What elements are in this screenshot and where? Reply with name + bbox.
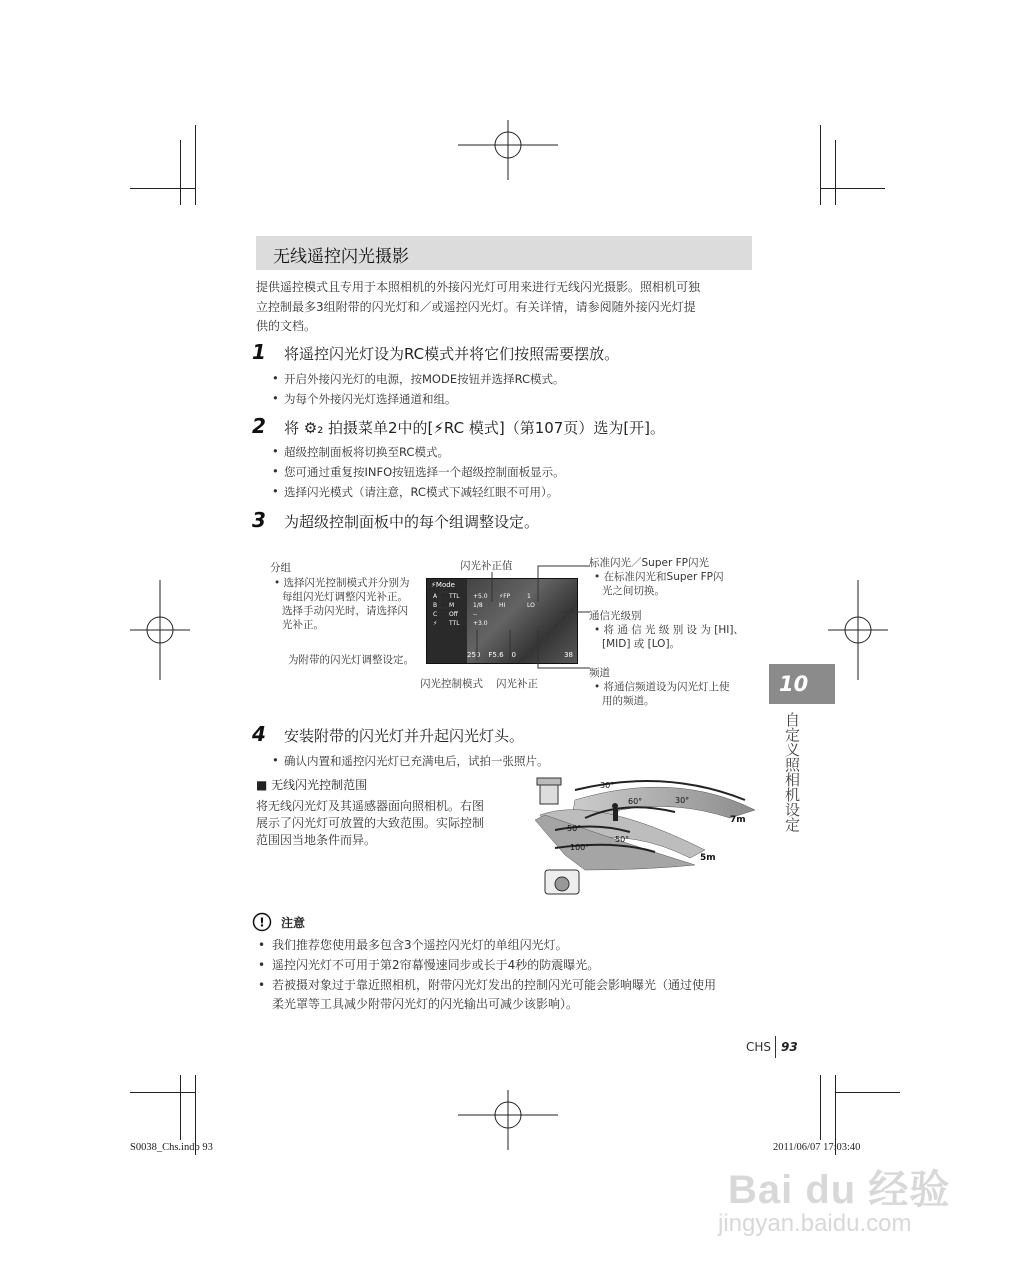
cell: HI xyxy=(499,602,506,609)
watermark-logo: Bai du 经验 xyxy=(728,1168,951,1212)
page-separator xyxy=(775,1036,776,1058)
angle-label: 60° xyxy=(628,797,643,806)
footer-date: 2011/06/07 17:03:40 xyxy=(773,1142,861,1153)
channel-desc xyxy=(594,680,730,708)
chapter-number: 10 xyxy=(779,672,809,696)
angle-label: 30° xyxy=(600,781,615,790)
registration-target xyxy=(458,1090,558,1150)
distance-label: 5m xyxy=(700,853,716,863)
chapter-tab xyxy=(769,664,835,704)
note-item: • 若被摄对象过于靠近照相机，附带闪光灯发出的控制闪光可能会影响曝光（通过使用 xyxy=(272,976,757,995)
cell: ⚡ xyxy=(433,620,438,627)
desc-line: • 将通信频道设为闪光灯上使 xyxy=(594,681,730,693)
registration-target xyxy=(828,580,888,680)
crop-mark xyxy=(820,125,821,205)
cell: Off xyxy=(449,611,458,618)
flash-mode-label: 闪光控制模式 xyxy=(420,678,483,690)
desc-line: • 在标准闪光和Super FP闪 xyxy=(594,571,724,583)
step-bullet: • 开启外接闪光灯的电源，按MODE按钮并选择RC模式。 xyxy=(284,371,565,387)
page-lang: CHS xyxy=(746,1040,772,1054)
cell: +5.0 xyxy=(473,593,488,600)
shutter: 250 xyxy=(467,651,481,659)
step-text: 将遥控闪光灯设为RC模式并将它们按照需要摆放。 xyxy=(284,345,620,363)
registration-target xyxy=(458,120,558,180)
range-heading: ■ 无线闪光控制范围 xyxy=(256,778,368,792)
step-text: 将 ⚙₂ 拍摄菜单2中的[⚡RC 模式]（第107页）选为[开]。 xyxy=(284,419,666,437)
crop-mark xyxy=(835,140,836,205)
desc-line: 光之间切换。 xyxy=(602,585,665,597)
section-title: 无线遥控闪光摄影 xyxy=(273,247,409,267)
step-bullet: • 确认内置和遥控闪光灯已充满电后，试拍一张照片。 xyxy=(284,753,549,769)
cell: B xyxy=(433,602,438,609)
cell: 1 xyxy=(527,593,531,600)
intro-line: 立控制最多3组附带的闪光灯和／或遥控闪光灯。有关详情，请参阅随外接闪光灯提 xyxy=(256,299,696,314)
cell: TTL xyxy=(449,593,460,600)
step-bullet: • 您可通过重复按INFO按钮选择一个超级控制面板显示。 xyxy=(284,464,565,480)
note-item: • 我们推荐您使用最多包含3个遥控闪光灯的单组闪光灯。 xyxy=(272,936,757,955)
exposure: 0 xyxy=(511,651,517,659)
builtin-label: 为附带的闪光灯调整设定。 xyxy=(288,654,414,666)
note-title: 注意 xyxy=(281,916,306,930)
cell: ⚡FP xyxy=(499,593,511,600)
desc-line: 光补正。 xyxy=(282,619,324,631)
channel-title: 频道 xyxy=(589,667,610,679)
intro-paragraph xyxy=(256,278,756,337)
crop-mark xyxy=(180,1075,181,1140)
range-line: 展示了闪光灯可放置的大致范围。实际控制 xyxy=(256,816,485,830)
standard-desc xyxy=(594,570,724,598)
step-number: 3 xyxy=(252,508,266,532)
desc-line: 每组闪光灯调整闪光补正。 xyxy=(282,591,408,603)
step-bullet: • 选择闪光模式（请注意，RC模式下减轻红眼不可用）。 xyxy=(284,484,558,500)
desc-line: [MID] 或 [LO]。 xyxy=(602,638,681,650)
crop-mark xyxy=(130,188,195,189)
cell: 1/8 xyxy=(473,602,483,609)
step-number: 2 xyxy=(252,414,266,438)
note-continuation: 柔光罩等工具减少附带闪光灯的闪光输出可减少该影响）。 xyxy=(272,997,579,1011)
intro-line: 提供遥控模式且专用于本照相机的外接闪光灯可用来进行无线闪光摄影。照相机可独 xyxy=(256,280,701,294)
svg-text:!: ! xyxy=(259,915,265,930)
cell: A xyxy=(433,593,438,600)
screen-mode: ⚡Mode xyxy=(431,581,455,589)
flash-comp-label: 闪光补正 xyxy=(496,678,538,690)
page-number: 93 xyxy=(781,1040,798,1054)
cell: C xyxy=(433,611,438,618)
step-number: 1 xyxy=(252,340,266,364)
range-line: 将无线闪光灯及其遥感器面向照相机。右图 xyxy=(256,799,485,813)
crop-mark xyxy=(130,1092,195,1093)
group-desc xyxy=(274,576,434,632)
step-number: 4 xyxy=(252,722,266,746)
group-title: 分组 xyxy=(270,562,291,574)
cell: LO xyxy=(527,602,535,609)
chapter-title: 自定义照相机设定 xyxy=(783,712,801,832)
level-title: 通信光级别 xyxy=(589,610,642,622)
crop-mark xyxy=(195,125,196,205)
distance-label: 7m xyxy=(730,815,746,825)
cell: TTL xyxy=(449,620,460,627)
crop-mark xyxy=(180,140,181,205)
section-title-bar xyxy=(256,236,752,270)
standard-title: 标准闪光／Super FP闪光 xyxy=(589,557,709,569)
angle-label: 30° xyxy=(675,796,690,805)
angle-label: 50° xyxy=(615,835,630,844)
cell: M xyxy=(449,602,455,609)
shots: 38 xyxy=(564,651,573,659)
intro-line: 供的文档。 xyxy=(256,319,317,333)
note-item: • 遥控闪光灯不可用于第2帘幕慢速同步或长于4秒的防震曝光。 xyxy=(272,956,757,975)
level-desc xyxy=(594,623,744,651)
cell: +3.0 xyxy=(473,620,488,627)
cell: -- xyxy=(473,611,478,618)
crop-mark xyxy=(820,1075,821,1140)
desc-line: 选择手动闪光时，请选择闪 xyxy=(282,605,408,617)
footer-file: S0038_Chs.indb 93 xyxy=(130,1142,213,1153)
caution-icon xyxy=(252,912,272,932)
step-text: 为超级控制面板中的每个组调整设定。 xyxy=(284,513,540,531)
desc-line: • 将 通 信 光 级 别 设 为 [HI]、 xyxy=(594,624,744,636)
aperture: F5.6 xyxy=(488,651,504,659)
crop-mark xyxy=(835,1092,900,1093)
step-bullet: • 为每个外接闪光灯选择通道和组。 xyxy=(284,391,457,407)
desc-line: 用的频道。 xyxy=(602,695,655,707)
angle-label: 50° xyxy=(567,824,582,833)
registration-target xyxy=(130,580,190,680)
step-text: 安装附带的闪光灯并升起闪光灯头。 xyxy=(284,727,525,745)
step-bullet: • 超级控制面板将切换至RC模式。 xyxy=(284,444,449,460)
desc-line: • 选择闪光控制模式并分别为 xyxy=(274,577,410,589)
range-line: 范围因当地条件而异。 xyxy=(256,833,377,847)
crop-mark xyxy=(820,188,885,189)
angle-label: 100° xyxy=(570,843,590,852)
leader-lines xyxy=(420,560,600,680)
flash-value-label: 闪光补正值 xyxy=(460,560,513,572)
range-text xyxy=(256,798,484,849)
watermark-url: jingyan.baidu.com xyxy=(718,1210,912,1237)
range-diagram xyxy=(525,770,765,905)
